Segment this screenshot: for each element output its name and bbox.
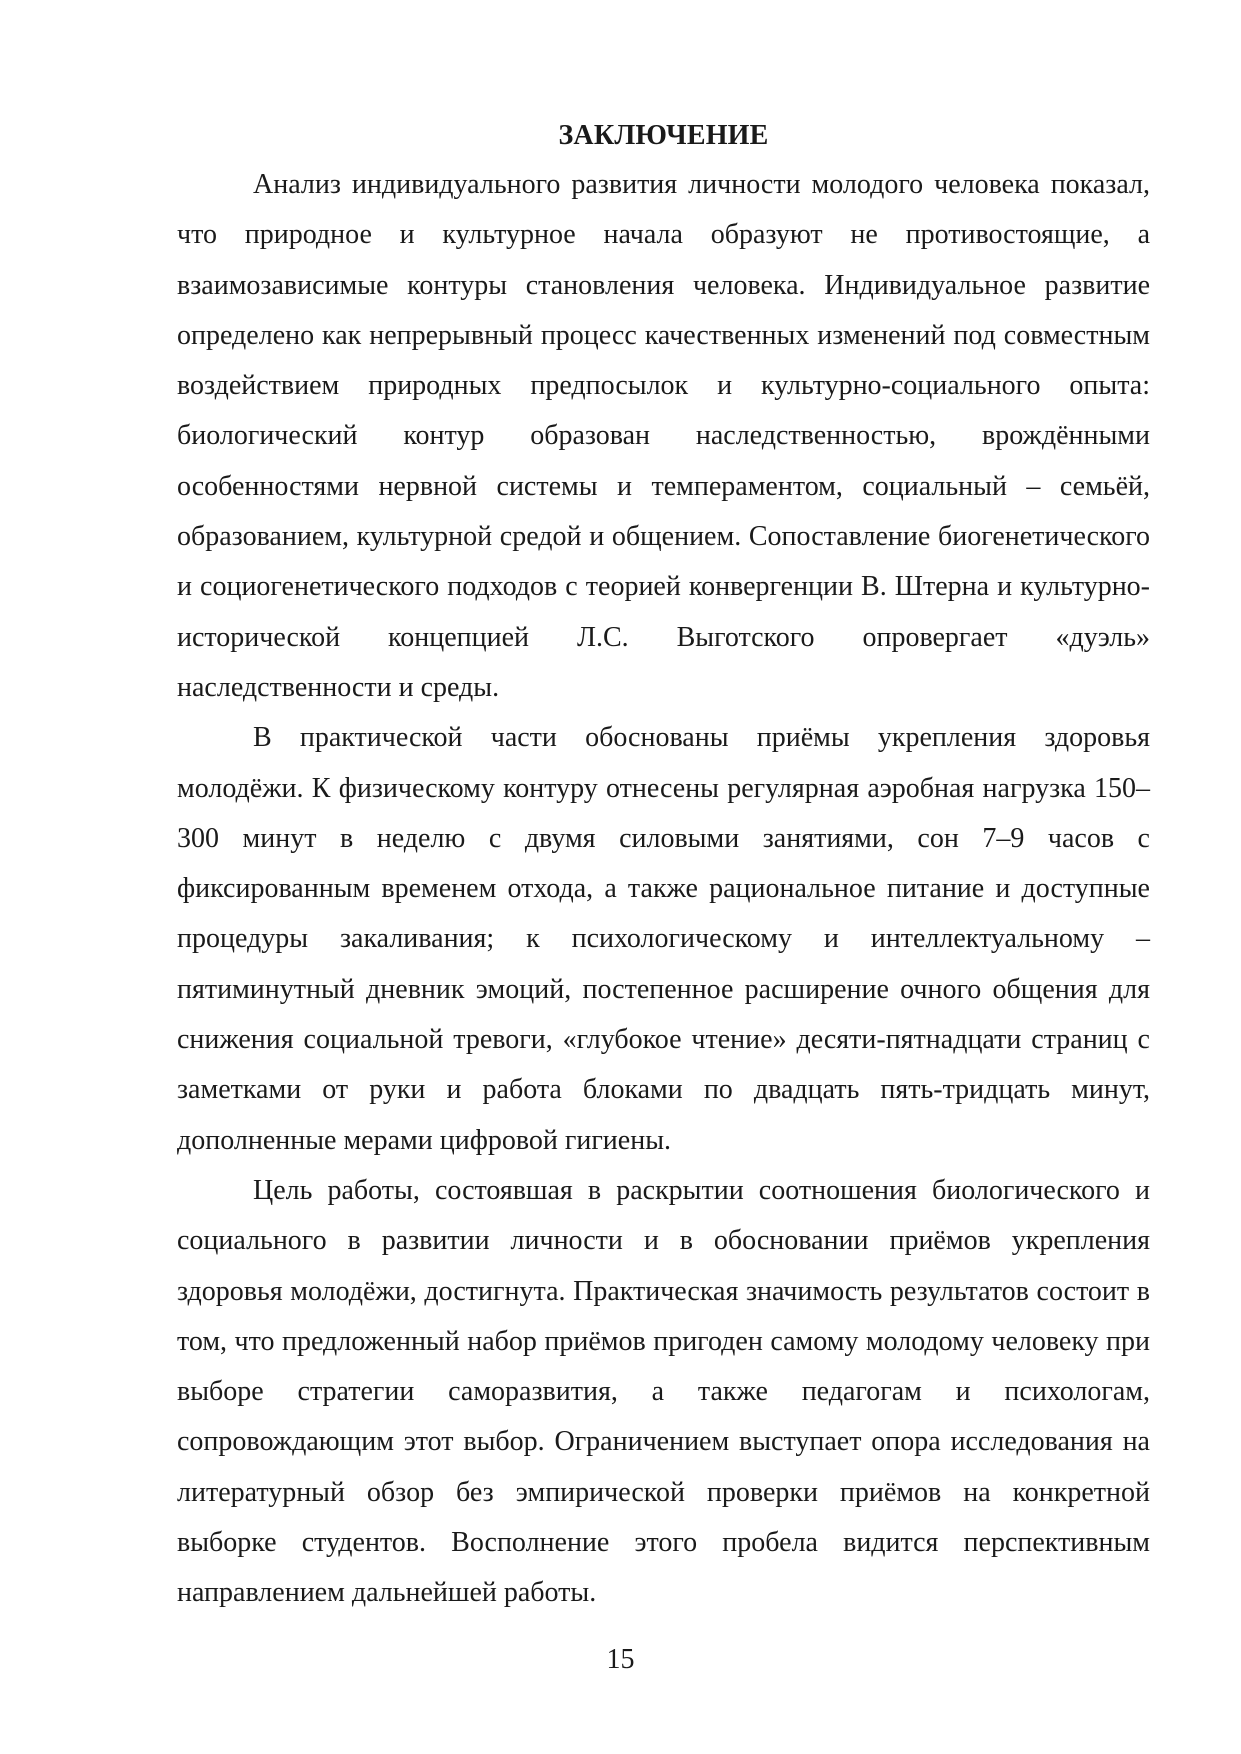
paragraph-goal: Цель работы, состоявшая в раскрытии соотношения биологического и социального в развитии личности и в обосновании приёмов укрепления здоровья молодёжи, достигнута. Практическая значимость результатов состоит в том, что предложенный набор приёмов пригоден самому молодому человеку при выборе стратегии саморазвития, а также педагогам и психологам, сопровождающим этот выбор. Ограничением выступает опора исследования на литературный обзор без эмпирической проверки приёмов на конкретной выборке студентов. Восполнение этого пробела видится перспективным направлением дальнейшей работы. xyxy=(177,1174,1150,1609)
paragraph-practical: В практической части обоснованы приёмы укрепления здоровья молодёжи. К физическому контуру отнесены регулярная аэробная нагрузка 150–300 минут в неделю с двумя силовыми занятиями, сон 7–9 часов с фиксированным временем отхода, а также рациональное питание и доступные процедуры закаливания; к психологическому и интеллектуальному – пятиминутный дневник эмоций, постепенное расширение очного общения для снижения социальной тревоги, «глубокое чтение» десяти-пятнадцати страниц с заметками от руки и работа блоками по двадцать пять-тридцать минут, дополненные мерами цифровой гигиены. xyxy=(177,722,1150,1156)
page-body xyxy=(177,112,1150,1619)
paragraph-analysis: Анализ индивидуального развития личности молодого человека показал, что природное и культурное начала образуют не противостоящие, а взаимозависимые контуры становления человека. Индивидуальное развитие определено как непрерывный процесс качественных изменений под совместным воздействием природных предпосылок и культурно-социального опыта: биологический контур образован наследственностью, врождёнными особенностями нервной системы и темпераментом, социальный – семьёй, образованием, культурной средой и общением. Сопоставление биогенетического и социогенетического подходов с теорией конвергенции В. Штерна и культурно-исторической концепцией Л.С. Выготского опровергает «дуэль» наследственности и среды. xyxy=(177,169,1150,703)
section-heading: ЗАКЛЮЧЕНИЕ xyxy=(558,120,769,151)
page-number: 15 xyxy=(606,1644,635,1675)
